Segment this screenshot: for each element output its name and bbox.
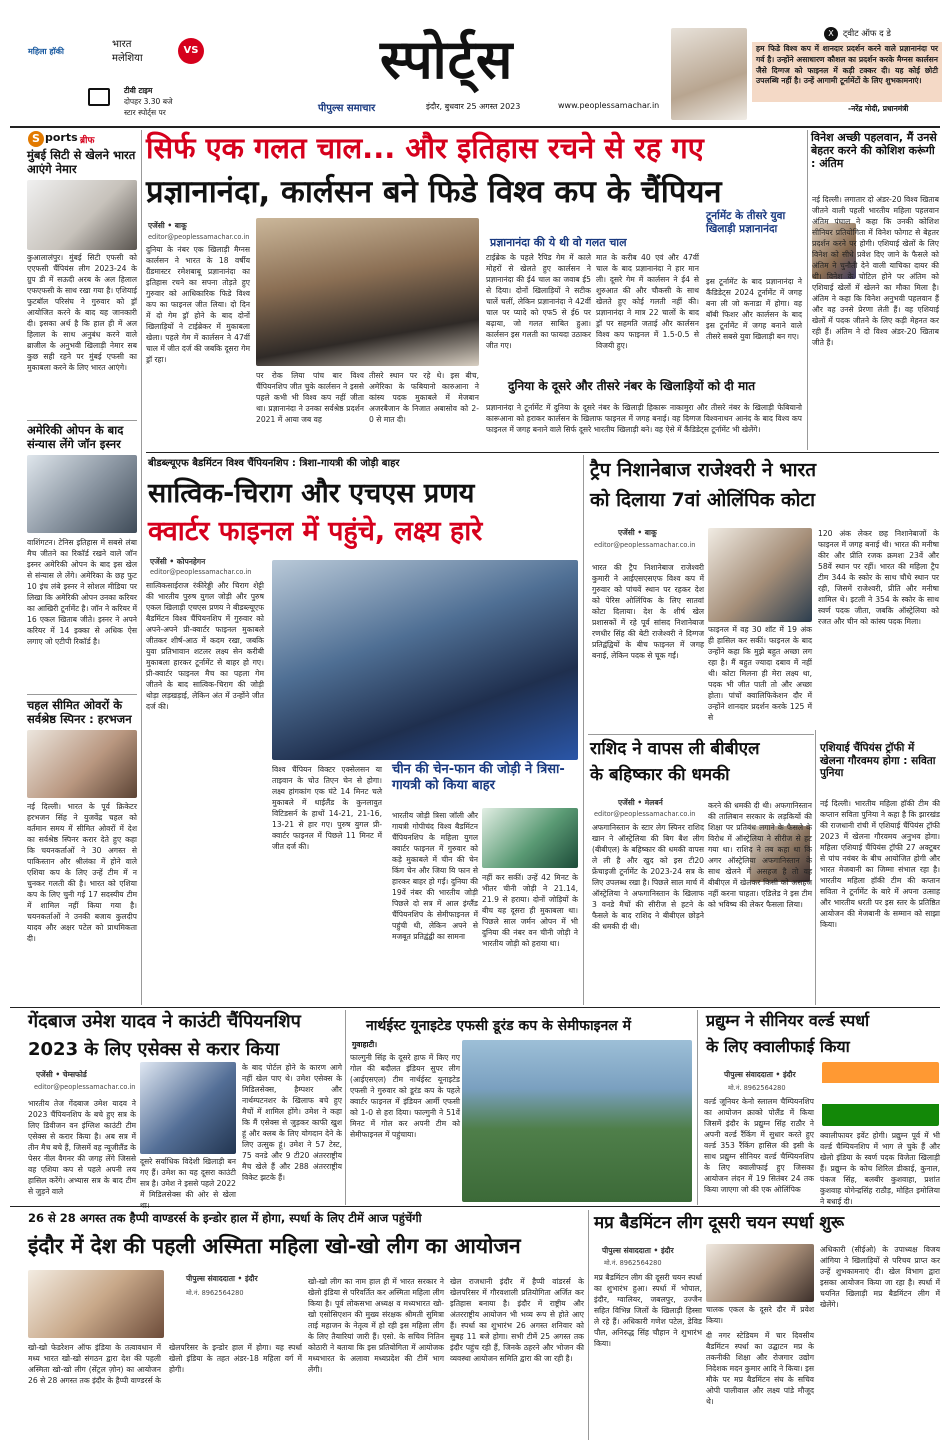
- lower-section-rule: [10, 1206, 940, 1207]
- umesh-headline-1: गेंदबाज उमेश यादव ने काउंटी चैंपियनशिप: [28, 1011, 301, 1032]
- tweet-author: -नरेंद्र मोदी, प्रधानमंत्री: [848, 104, 909, 113]
- brief-1-body: कुआलालंपुर। मुंबई सिटी एफसी को एएफसी चैंपियंस लीग 2023-24 के ग्रुप डी में सऊदी अरब के अल हिलाल एफएफसी के साथ रखा गया है। एशियाई फुटबॉल परिसंघ ने गुरुवार को ड्रॉ आयोजित करने के बाद यह जानकारी दी। इसका अर्थ है कि हाल ही में अल हिलाल के साथ अनुबंध करने वाले ब्राजील के अनुभवी खिलाड़ी नेमार सब कुछ सही रहने पर मुंबई एफसी का मुकाबला करने के लिए भारत आएंगे।: [27, 253, 137, 372]
- lead-sub-body: प्रज्ञानानंदा ने टूर्नामेंट में दुनिया के दूसरे नंबर के खिलाड़ी हिकारू नाकामुरा और तीसरे नंबर के खिलाड़ी फेबियानो कारूआना को हराकर कार्लसन के खिलाफ फाइनल में जगह बनाई। वह दिग्गज विश्वनाथन आनंद के बाद विश्व कप फाइनल में जगह बनाने वाले सिर्फ दूसरे भारतीय खिलाड़ी बने। वह ऐसे में कैंडिडेट्स टूर्नामेंट भी खेलेंगे।: [486, 403, 802, 434]
- side2-body: इस टूर्नामेंट के बाद प्रज्ञानानंदा ने कैंडिडेट्स 2024 टूर्नामेंट में जगह बना ली जो कनाडा में होगा। वह बॉबी फिशर और कार्लसन के बाद इस टूर्नामेंट में जगह बनाने वाले तीसरे सबसे युवा खिलाड़ी बन गए।: [706, 277, 802, 341]
- satwik-byline-agency: एजेंसी: [150, 557, 167, 566]
- vs-badge: [178, 38, 204, 64]
- tv-time1: दोपहर 3.30 बजे: [124, 97, 173, 106]
- right-column-rule: [815, 730, 816, 1005]
- kho-byline: पीपुल्स संवाददाता • इंदौर: [186, 1274, 258, 1283]
- trap-email: editor@peoplessamachar.co.in: [594, 541, 696, 549]
- umesh-byline-place: चेम्सफोर्ड: [62, 1070, 87, 1079]
- trap-byline: एजेंसी • बाकू: [618, 528, 657, 537]
- northeast-headline: नार्थईस्ट यूनाइटेड एफसी डूरंड कप के सेमीफाइनल में: [366, 1018, 631, 1034]
- trap-body-1: भारत की ट्रैप निशानेबाज राजेश्वरी कुमारी ने आईएसएसएफ विश्व कप में गुरुवार को पांचवें स्थान पर रहकर देश को पेरिस ओलिंपिक के लिए सातवां कोटा दिलाया। देश के शीर्ष खेल प्रशासकों में रहे पूर्व सांसद निशानेबाज रणधीर सिंह की बेटी राजेश्वरी ने दिग्गज प्रतिद्वंद्वियों के बीच फाइनल में जगह बनाई, लेकिन पदक से चूक गईं।: [592, 563, 704, 660]
- umesh-body-2: के बाद पोर्टल होने के कारण आगे नहीं खेल पाए थे। उमेश एसेक्स के मिडिलसेक्स, हैम्पशर और नार्थम्पटनशर के खिलाफ बचे हुए मैचों में शामिल होंगे। उमेश ने कहा कि मैं एसेक्स से जुड़कर काफी खुश हूं और क्लब के लिए योगदान देने के लिए उत्सुक हूं। उमेश ने 57 टेस्ट, 75 वनडे और 9 टी20 अंतरराष्ट्रीय मैच खेले हैं और 288 अंतरराष्ट्रीय विकेट झटके हैं।: [242, 1063, 342, 1182]
- side2-title: टूर्नामेंट के तीसरे युवा खिलाड़ी प्रज्ञानानंदा: [706, 210, 786, 235]
- rashid-headline-1: राशिद ने वापस ली बीबीएल: [590, 739, 760, 759]
- lead-byline: एजेंसी • बाकू: [148, 221, 187, 230]
- tv-icon: [88, 88, 110, 106]
- mp-caption: चालक एकल के दूसरे दौर में प्रवेश किया।: [706, 1305, 814, 1325]
- tv-team1: भारत: [112, 39, 132, 50]
- umesh-photo: [140, 1062, 236, 1154]
- tv-channel: टीवी टाइम: [124, 86, 153, 95]
- tweet-label: ट्वीट ऑफ द डे: [843, 29, 891, 39]
- tv-label: महिला हॉकी: [28, 47, 64, 56]
- sports-brief-logo: [28, 131, 44, 147]
- kho-rule: [588, 1210, 589, 1440]
- x-logo-text: X: [828, 29, 834, 38]
- masthead-brand: पीपुल्स समाचार: [318, 103, 376, 114]
- brief-1-headline: मुंबई सिटी से खेलने भारत आएंगे नेमार: [27, 148, 136, 176]
- umesh-body-1: भारतीय तेज गेंदबाज उमेश यादव ने 2023 चैंपियनशिप के बचे हुए सत्र के लिए डिवीजन वन इंग्लिश काउंटी टीम एसेक्स से करार किया है। अब सत्र में तीन मैच बचे हैं, जिसमें वह न्यूजीलैंड के पेसर नील वैगनर की जगह लेंगे जिससे वह एशिया कप से पहले अपनी लय हासिल करेंगे। अभ्यास सत्र के बाद टीम से जुड़ने वाले: [28, 1099, 136, 1196]
- lead-headline-2: प्रज्ञानानंदा, कार्लसन बने फिडे विश्व कप के चैंपियन: [146, 174, 722, 210]
- lead-email: editor@peoplessamachar.co.in: [148, 233, 250, 241]
- vinesh-headline: विनेश अच्छी पहलवान, मैं उनसे बेहतर करने की कोशिश करूंगी : अंतिम: [811, 131, 937, 171]
- lead-body-3: तीसरे स्थान पर रहे थे। इस बीच, अमेरिका के फबियानो कारुआना ने कांस्य पदक मुकाबले में मेजबान अजरबैजान के निजात अबासोव को 2-0 से मात दी।: [369, 371, 479, 424]
- lead-byline-place: बाकू: [174, 221, 187, 230]
- umesh-email: editor@peoplessamachar.co.in: [34, 1083, 136, 1091]
- rashid-body-2: करने की धमकी दी थी। अफगानिस्तान की तालिबान सरकार के लड़कियों की शिक्षा पर प्रतिबंध लगाने के फैसले के विरोध में ऑस्ट्रेलिया ने सीरीज से हट गया था। राशिद ने तब कहा था कि अगर ऑस्ट्रेलिया अफगानिस्तान के साथ खेलने में असहज है तो वह बीबीएल में खेलकर किसी को असहज नहीं करना चाहता। एडिलेड ने इस टीम को भविष्य की लेकर फैसला लिया।: [708, 801, 812, 909]
- trap-headline-2: को दिलाया 7वां ओलिंपिक कोटा: [590, 489, 815, 511]
- pradyumn-byline-place: इंदौर: [782, 1070, 796, 1079]
- satwik-byline: एजेंसी • कोपनहेगन: [150, 557, 206, 566]
- rashid-byline-place: मेलबर्न: [644, 798, 663, 807]
- pradyumn-byline: पीपुल्स संवाददाता • इंदौर: [724, 1070, 796, 1079]
- badminton-photo: [272, 560, 578, 760]
- asia-headline: एशियाई चैंपियंस ट्रॉफी में खेलना गौरवमय होगा : सविता पुनिया: [820, 742, 936, 780]
- rashid-body-1: अफगानिस्तान के स्टार लेग स्पिनर राशिद खान ने ऑस्ट्रेलिया की बिग बैश लीग (बीबीएल) के बहिष्कार की धमकी वापस ले ली है और खुद को इस टी20 फ्रेंचाइजी टूर्नामेंट के 2023-24 सत्र के लिए उपलब्ध रखा है। पिछले साल मार्च में ऑस्ट्रेलिया ने अफगानिस्तान के खिलाफ 3 वनडे मैचों की सीरीज से हटने के फैसले के बाद राशिद ने बीबीएल छोड़ने की धमकी दी थी।: [592, 823, 704, 931]
- lead-body-1: दुनिया के नंबर एक खिलाड़ी मैग्नस कार्लसन ने भारत के 18 वर्षीय ग्रैंडमास्टर रमेशबाबू प्रज्ञानानंदा का इतिहास रचने का सपना तोड़ते हुए गुरुवार को आधिकारिक फिडे विश्व कप का फाइनल जीत लिया। दो दिन में दो गेम ड्रॉ होने के बाद दोनों खिलाड़ियों ने टाईब्रेकर में मुकाबला खेला। पहले गेम में कार्लसन ने 47वीं चाल में जीत दर्ज की जबकि दूसरा गेम ड्रॉ रहा।: [146, 245, 250, 364]
- northeast-body: फाल्गुनी सिंह के दूसरे हाफ में किए गए गोल की बदौलत इंडियन सुपर लीग (आईएसएल) टीम नार्थईस्ट यूनाइटेड एफसी ने गुरुवार को डूरंड कप के पहले क्वार्टर फाइनल में इंडियन आर्मी एफसी को 1-0 से हरा दिया। फाल्गुनी ने 51वें मिनट में गोल कर अपनी टीम को सेमीफाइनल में पहुंचाया।: [350, 1053, 460, 1139]
- brief-tag: ports: [45, 131, 78, 144]
- brief-2-headline: अमेरिकी ओपन के बाद संन्यास लेंगे जॉन इस्नर: [27, 423, 124, 451]
- neymar-photo: [27, 180, 137, 250]
- umesh-caption: दूसरे सर्वाधिक विदेशी खिलाड़ी बन गए हैं। उमेश का यह दूसरा काउंटी सत्र है। उमेश ने इससे पहले 2022 में मिडिलसेक्स की ओर से खेला: [140, 1157, 236, 1199]
- kho-byline-place: इंदौर: [244, 1274, 258, 1283]
- satwik-body-1: सात्विकसाईराज रंकीरेड्डी और चिराग शेट्टी की भारतीय पुरुष युगल जोड़ी और पुरुष एकल खिलाड़ी एचएस प्रणय ने बीडब्ल्यूएफ बैडमिंटन विश्व चैंपियनशिप में गुरुवार को अपने-अपने प्री-क्वार्टर फाइनल मुकाबले जीतकर शीर्ष-आठ में कदम रखा, जबकि युवा प्रतिभावान शटलर लक्ष्य सेन करीबी मुकाबला हारकर टूर्नामेंट से बाहर हो गए। प्री-क्वार्टर फाइनल मैच का पहला गेम जीतने के बाद सात्विक-चिराग की जोड़ी थोड़ा लड़खड़ाई, लेकिन अंत में उन्होंने जीत दर्ज की।: [146, 581, 264, 711]
- masthead-website: www.peoplessamachar.in: [558, 101, 660, 110]
- northeast-rule: [697, 1010, 698, 1205]
- kho-kicker: 26 से 28 अगस्त तक हैप्पी वाण्डरर्स के इन्डोर हाल में होगा, स्पर्धा के लिए टीमें आज पहुंचेंगी: [28, 1211, 422, 1225]
- vinesh-body: नई दिल्ली। लगातार दो अंडर-20 विश्व खिताब जीतने वाली पहली भारतीय महिला पहलवान अंतिम पंघाल ने कहा कि उनकी कोशिश सीनियर प्रतियोगिता में विनेश फोगाट से बेहतर प्रदर्शन करने पर होगी। एशियाई खेलों के लिए विनेश को सीधे प्रवेश दिए जाने के फैसले को अंतिम ने चुनौती देने वाली याचिका दायर की थी। विनेश के चोटिल होने पर अंतिम को एशियाई खेलों में खेलने का मौका मिला है। अंतिम ने कहा कि विनेश अनुभवी पहलवान हैं और वह उनसे प्रेरणा लेती हैं। वह एशियाई खेलों में पदक जीतने के लिए कड़ी मेहनत कर रही हैं। अंतिम ने दो विश्व अंडर-20 खिताब जीते हैं।: [812, 195, 939, 347]
- masthead-rule: [10, 126, 940, 128]
- kho-body-3: खेल राजधानी इंदौर में हैप्पी वांडरर्स के खेलपरिसर में गौरवशाली प्रतियोगिता अर्जित कर इतिहास बनाया है। इंदौर में राष्ट्रीय और अंतरराष्ट्रीय आयोजन भी भव्य रूप से होते आए हैं। स्पर्धा का शुभारंभ 26 अगस्त शनिवार को सुबह 11 बजे होगा। सभी टीमें 25 अगस्त तक इंदौर पहुंच रही हैं, जिनके ठहरने और भोजन की व्यवस्था आयोजन समिति द्वारा की जा रही है।: [450, 1277, 584, 1363]
- chen-body-2: नहीं कर सकीं। उन्हें 42 मिनट के भीतर चीनी जोड़ी ने 21.14, 21.9 से हराया। दोनों जोड़ियों के बीच यह दूसरा ही मुकाबला था। पिछले साल जर्मन ओपन में भी दुनिया की नंबर वन चीनी जोड़ी ने भारतीय जोड़ी को हराया था।: [482, 873, 578, 948]
- side1-body: टाईब्रेक के पहले रैपिड गेम में काले मोहरों से खेलते हुए कार्लसन ने प्रज्ञानानंदा की ई4 चाल का जवाब ई5 से दिया। दोनों खिलाड़ियों ने सटीक चालें चलीं, लेकिन प्रज्ञानानंदा ने 42वीं चाल पर प्यादे को एफ5 से ई6 पर बढ़ाया, जो गलत साबित हुआ। कार्लसन इस गलती का फायदा उठाकर जीत गए।: [486, 253, 591, 350]
- satwik-kicker: बीडब्ल्यूएफ बैडमिंटन विश्व चैंपियनशिप : त्रिशा-गायत्री की जोड़ी बाहर: [148, 458, 400, 469]
- side1-title: [490, 236, 670, 249]
- pradyumn-body-1: वर्ल्ड जूनियर केनो स्लालम चैम्पियनशिप का आयोजन क्राको पोलैंड में किया जिसमें इंदौर के प्रद्युम्न सिंह राठौर ने अपनी वर्ल्ड रैंकिंग में सुधार करते हुए वर्ल्ड 353 रैंकिंग हासिल की इसी के साथ प्रद्युम्न सीनियर वर्ल्ड चैम्पियनशिप के लिए क्वालीफाई हुए जिसका आयोजन लंदन में 19 सितंबर 24 तक किया जाएगा जो की एक ओलिंपिक: [704, 1097, 814, 1194]
- trap-body-2: फाइनल में वह 30 शॉट में 19 अंक ही हासिल कर सकीं। फाइनल के बाद उन्होंने कहा कि मुझे बहुत अच्छा लग रहा है। मैं बहुत ज्यादा दबाव में नहीं थी। कोटा मिलना ही मेरा लक्ष्य था, पदक भी जीत पाती तो और अच्छा होता। पांचों क्वालिफिकेशन दौर में उन्होंने शानदार प्रदर्शन करके 125 में से: [708, 625, 812, 722]
- mp-mobile: मो.नं. 8962564280: [604, 1259, 662, 1267]
- satwik-headline-2: क्वार्टर फाइनल में पहुंचे, लक्ष्य हारे: [148, 516, 483, 547]
- kho-photo: [28, 1270, 164, 1338]
- brief-logo-letter: S: [32, 132, 40, 145]
- trap-rule: [588, 734, 814, 735]
- upper-section-rule: [146, 452, 939, 453]
- tweet-text: हम फिडे विश्व कप में शानदार प्रदर्शन करने वाले प्रज्ञानानंदा पर गर्व है। उन्होंने असाधारण कौशल का प्रदर्शन करके मैग्नस कार्लसन जैसे दिग्गज को फाइनल में कड़ी टक्कर दी। यह कोई छोटी उपलब्धि नहीं है। उन्हें आगामी टूर्नामेंटों के लिए शुभकामनाएं।: [756, 44, 938, 86]
- rashid-byline: एजेंसी • मेलबर्न: [618, 798, 663, 807]
- umesh-byline-agency: एजेंसी: [36, 1070, 53, 1079]
- tv-time2: स्टार स्पोर्ट्स पर: [124, 108, 166, 117]
- satwik-email: editor@peoplessamachar.co.in: [150, 568, 252, 576]
- satwik-headline-1: सात्विक-चिराग और एचएस प्रणय: [148, 478, 475, 509]
- mp-body-1: मप्र बैडमिंटन लीग की दूसरी चयन स्पर्धा का शुभारंभ हुआ। स्पर्धा में भोपाल, इंदौर, ग्वालियर, जबलपुर, उज्जैन सहित विभिन्न जिलों के खिलाड़ी हिस्सा ले रहे हैं। अधिकारी गणेश पटेल, डेविड पौल, अनिरुद्ध सिंह चौहान ने शुभारंभ किया।: [594, 1273, 702, 1348]
- kho-mobile: मो.नं. 8962564280: [186, 1289, 244, 1297]
- lead-sub-title: दुनिया के दूसरे और तीसरे नंबर के खिलाड़ियों को दी मात: [508, 379, 756, 393]
- tv-box: [28, 36, 220, 124]
- mid-column-rule: [583, 455, 584, 1005]
- rashid-headline-2: के बहिष्कार की धमकी: [590, 765, 730, 785]
- football-photo: [462, 1040, 692, 1202]
- pm-photo: [671, 28, 747, 120]
- pradyumn-body-2: क्वालीफायर इवेंट होगी। प्रद्युम्न पूर्व में भी वर्ल्ड चैम्पियनशिप में भाग ले चुके हैं और खेलो इंडिया के स्वर्ण पदक विजेता खिलाड़ी हैं। प्रद्युम्न के कोच शिरिल डीकाई, कुनाल, पंकज सिंह, बलबीर कुशवाहा, प्रशांत कुशवाह योगेन्द्रसिंह राठौड़, मोहित इमोलिया ने बधाई दी।: [820, 1131, 940, 1206]
- side1-title-text: प्रज्ञानानंदा की ये थी वो गलत चाल: [490, 236, 627, 249]
- trisa-photo: [482, 808, 578, 868]
- trap-body-3: 120 अंक लेकर छह निशानेबाजों के फाइनल में जगह बनाई थी। भारत की मनीषा कीर और प्रीति रजक क्रमशः 23वें और 58वें स्थान पर रहीं। भारत की महिला ट्रैप टीम 344 के स्कोर के साथ चौथे स्थान पर रही, जिसमें राजेश्वरी, प्रीति और मनीषा शामिल थे। इटली ने 354 के स्कोर के साथ स्वर्ण पदक जीता, जबकि ऑस्ट्रेलिया को रजत और चीन को कांस्य पदक मिला।: [818, 529, 939, 626]
- x-logo-icon: [824, 27, 838, 41]
- brief-tag2: ब्रीफ: [80, 136, 95, 146]
- rashid-byline-agency: एजेंसी: [618, 798, 635, 807]
- chess-photo: [256, 218, 479, 366]
- pradyumn-headline-1: प्रद्युम्न ने सीनियर वर्ल्ड स्पर्धा: [706, 1011, 870, 1030]
- pradyumn-photo: [822, 1062, 939, 1126]
- masthead-dateline: इंदौर, बुधवार 25 अगस्त 2023: [426, 102, 521, 111]
- lead-headline-1: सिर्फ एक गलत चाल... और इतिहास रचने से रह गए: [146, 131, 704, 165]
- kho-body-2: खो-खो लीग का नाम हाल ही में भारत सरकार ने खेलो इंडिया से परिवर्तित कर अस्मिता महिला लीग किया है। पूर्व लोकसभा अध्यक्ष व मध्यभारत खो-खो एसोसिएशन की मुख्य संरक्षक श्रीमती सुमित्रा ताई महाजन के नेतृत्व में हो रही इस महिला लीग के लिए तैयारियां जारी हैं। एसो. के सचिव नितिन कोठारी ने बताया कि इस प्रतियोगिता में आयोजक मध्यभारत के अलावा मध्यप्रदेश की टीमें भाग लेंगी।: [308, 1277, 444, 1374]
- brief-2-body: वाशिंगटन। टेनिस इतिहास में सबसे लंबा मैच जीतने का रिकॉर्ड रखने वाले जॉन इस्नर अमेरिकी ओपन के बाद इस खेल से संन्यास ले लेंगे। अमेरिका के छह फुट 10 इंच लंबे इस्नर ने सोशल मीडिया पर लिखा कि अमेरिकी ओपन उनका करियर का आखिरी टूर्नामेंट है। जॉन ने करियर में 16 एकल खिताब जीते। इस्नर ने अपने करियर में 14 इक्का से अधिक ऐस लगाए जो एटीपी रिकॉर्ड है।: [27, 538, 137, 646]
- chen-title: चीन की चेन-फान की जोड़ी ने त्रिसा-गायत्री को किया बाहर: [392, 762, 565, 793]
- brief-divider-1: [27, 420, 137, 421]
- lead-right-rule: [807, 130, 808, 450]
- trap-byline-place: बाकू: [644, 528, 657, 537]
- chen-body: भारतीय जोड़ी त्रिसा जॉली और गायत्री गोपीचंद विश्व बैडमिंटन चैंपियनशिप के महिला युगल क्वार्टर फाइनल में गुरुवार को कड़े मुकाबले में चीन की चेन किंग चेन और जिया यि फान से हारकर बाहर हो गईं। दुनिया की 19वें नंबर की भारतीय जोड़ी पिछले दो सत्र में आल इंग्लैंड चैंपियनशिप के सेमीफाइनल में पहुंची थी, लेकिन अपने से मजबूत प्रतिद्वंद्वी का सामना: [392, 811, 478, 941]
- tv-team2: मलेशिया: [112, 53, 143, 64]
- pradyumn-headline-2: के लिए क्वालीफाई किया: [706, 1037, 850, 1056]
- isner-photo: [27, 455, 137, 533]
- umesh-headline-2: 2023 के लिए एसेक्स से करार किया: [28, 1039, 280, 1060]
- rashid-email: editor@peoplessamachar.co.in: [594, 810, 696, 818]
- vs-label: VS: [183, 45, 199, 56]
- brief-divider-2: [27, 694, 137, 695]
- lead-body-2: पर रोक लिया पांच बार विश्व चैंपियनशिप जीत चुके कार्लसन ने इससे पहले कभी भी विश्व कप नहीं जीता था। प्रज्ञानानंदा ने उनका सर्वश्रेष्ठ प्रदर्शन 2021 में आया जब वह: [256, 371, 364, 424]
- brief-column-rule: [141, 130, 142, 1005]
- kho-body-1: खो-खो फेडरेशन ऑफ इंडिया के तत्वावधान में मध्य भारत खो-खो संगठन द्वारा देश की पहली अस्मिता खो-खो लीग (सेंट्रल ज़ोन) का आयोजन 26 से 28 अगस्त तक इंदौर के हैप्पी वाण्डरर्स के खेलपरिसर के इन्डोर हाल में होगा। यह स्पर्धा खेलो इंडिया के तहत अंडर-18 महिला वर्ग में होगी।: [28, 1343, 302, 1385]
- mp-photo: [706, 1244, 814, 1302]
- masthead-title: स्पोर्ट्स: [380, 27, 514, 91]
- mp-body-2: दी नगर स्टेडियम में चार दिवसीय बैडमिंटन स्पर्धा का उद्घाटन मप्र के तकनीकी शिक्षा और रोजगार उद्योग निदेशक मदन कुमार आदि ने किया। इस मौके पर मप्र बैडमिंटन संघ के सचिव ओपी पालीवाल और लक्ष्य पांडे मौजूद थे।: [706, 1331, 814, 1406]
- satwik-body-2: विश्व चैंपियन विक्टर एक्सेलसन या ताइवान के चोउ तिएन चेन से होगा। लक्ष्य हांगकांग एक घंटे 14 मिनट चले मुकाबले में थाईलैंड के कुनलावुत विटिडसर्न के हाथों 14-21, 21-16, 13-21 से हार गए। पुरुष युगल प्री-क्वार्टर फाइनल में पिछले 11 मिनट में जीत दर्ज की।: [272, 765, 382, 851]
- mp-byline-place: इंदौर: [660, 1246, 674, 1255]
- trap-byline-agency: एजेंसी: [618, 528, 635, 537]
- satwik-byline-place: कोपनहेगन: [176, 557, 206, 566]
- kho-byline-agency: पीपुल्स संवाददाता: [186, 1274, 235, 1283]
- harbhajan-photo: [27, 730, 137, 798]
- mp-body-3: अधिकारी (सीईओ) के उपाध्यक्ष विजय आंगिया ने खिलाड़ियों से परिचय प्राप्त कर उन्हें शुभकामनाएं दी। खेल विभाग द्वारा इसका आयोजन किया जा रहा है। स्पर्धा में चयनित खिलाड़ी मप्र बैडमिंटन लीग में खेलेंगे।: [820, 1245, 940, 1309]
- pradyumn-byline-agency: पीपुल्स संवाददाता: [724, 1070, 773, 1079]
- mp-headline: मप्र बैडमिंटन लीग दूसरी चयन स्पर्धा शुरू: [594, 1213, 845, 1233]
- mp-byline-agency: पीपुल्स संवाददाता: [602, 1246, 651, 1255]
- asia-body: नई दिल्ली। भारतीय महिला हॉकी टीम की कप्तान सविता पुनिया ने कहा है कि झारखंड की राजधानी रांची में एशियाई चैंपियंस ट्रॉफी 2023 में खेलना गौरवमय अनुभव होगा। महिला एशियाई चैंपियंस ट्रॉफी 27 अक्टूबर से पांच नवंबर के बीच आयोजित होगी और भारत मेजबानी का जिम्मा संभाल रहा है। भारतीय महिला हॉकी टीम की कप्तान सविता ने टूर्नामेंट के बारे में अपना उत्साह और भारतीय धरती पर इस स्तर के प्रतिष्ठित आयोजन की मेजबानी के सम्मान को साझा किया।: [820, 799, 940, 929]
- tweet-box: [752, 42, 942, 102]
- kho-headline: इंदौर में देश की पहली अस्मिता महिला खो-खो लीग का आयोजन: [28, 1234, 521, 1258]
- trap-headline-1: ट्रैप निशानेबाज राजेश्वरी ने भारत: [590, 459, 817, 481]
- middle-section-rule: [10, 1007, 940, 1008]
- northeast-place: गुवाहाटी।: [352, 1040, 378, 1049]
- umesh-rule: [345, 1010, 346, 1205]
- mp-byline: पीपुल्स संवाददाता • इंदौर: [602, 1246, 674, 1255]
- lead-byline-agency: एजेंसी: [148, 221, 165, 230]
- umesh-byline: एजेंसी • चेम्सफोर्ड: [36, 1070, 87, 1079]
- side1-body-2: मात के करीब 40 एवं और 47वीं चाल के बाद प्रज्ञानानंदा ने हार मान ली। दूसरे गेम में कार्लसन ने ई4 से शुरुआत की और चौकसी के साथ खेलते हुए कोई गलती नहीं की। प्रज्ञानानंदा ने मात्र 22 चालों के बाद ड्रॉ पर सहमति जताई और कार्लसन विश्व कप फाइनल में 1.5-0.5 से विजयी हुए।: [596, 253, 699, 350]
- brief-3-headline: चहल सीमित ओवरों के सर्वश्रेष्ठ स्पिनर : हरभजन: [27, 698, 132, 726]
- rajeshwari-photo: [708, 528, 812, 622]
- brief-3-body: नई दिल्ली। भारत के पूर्व क्रिकेटर हरभजन सिंह ने युजवेंद्र चहल को वर्तमान समय में सीमित ओवरों में देश का सर्वश्रेष्ठ स्पिनर करार देते हुए कहा कि चयनकर्ताओं ने 30 अगस्त से पाकिस्तान और श्रीलंका में होने वाले एशिया कप के लिए उन्हें टीम में न चुनकर गलती की है। भारत को एशिया कप के लिए चुनी गई 17 सदस्यीय टीम में शामिल नहीं किया गया है। चयनकर्ताओं ने उनकी बजाय कुलदीप यादव और अक्षर पटेल को प्राथमिकता दी।: [27, 802, 137, 943]
- pradyumn-mobile: मो.नं. 8962564280: [728, 1084, 786, 1092]
